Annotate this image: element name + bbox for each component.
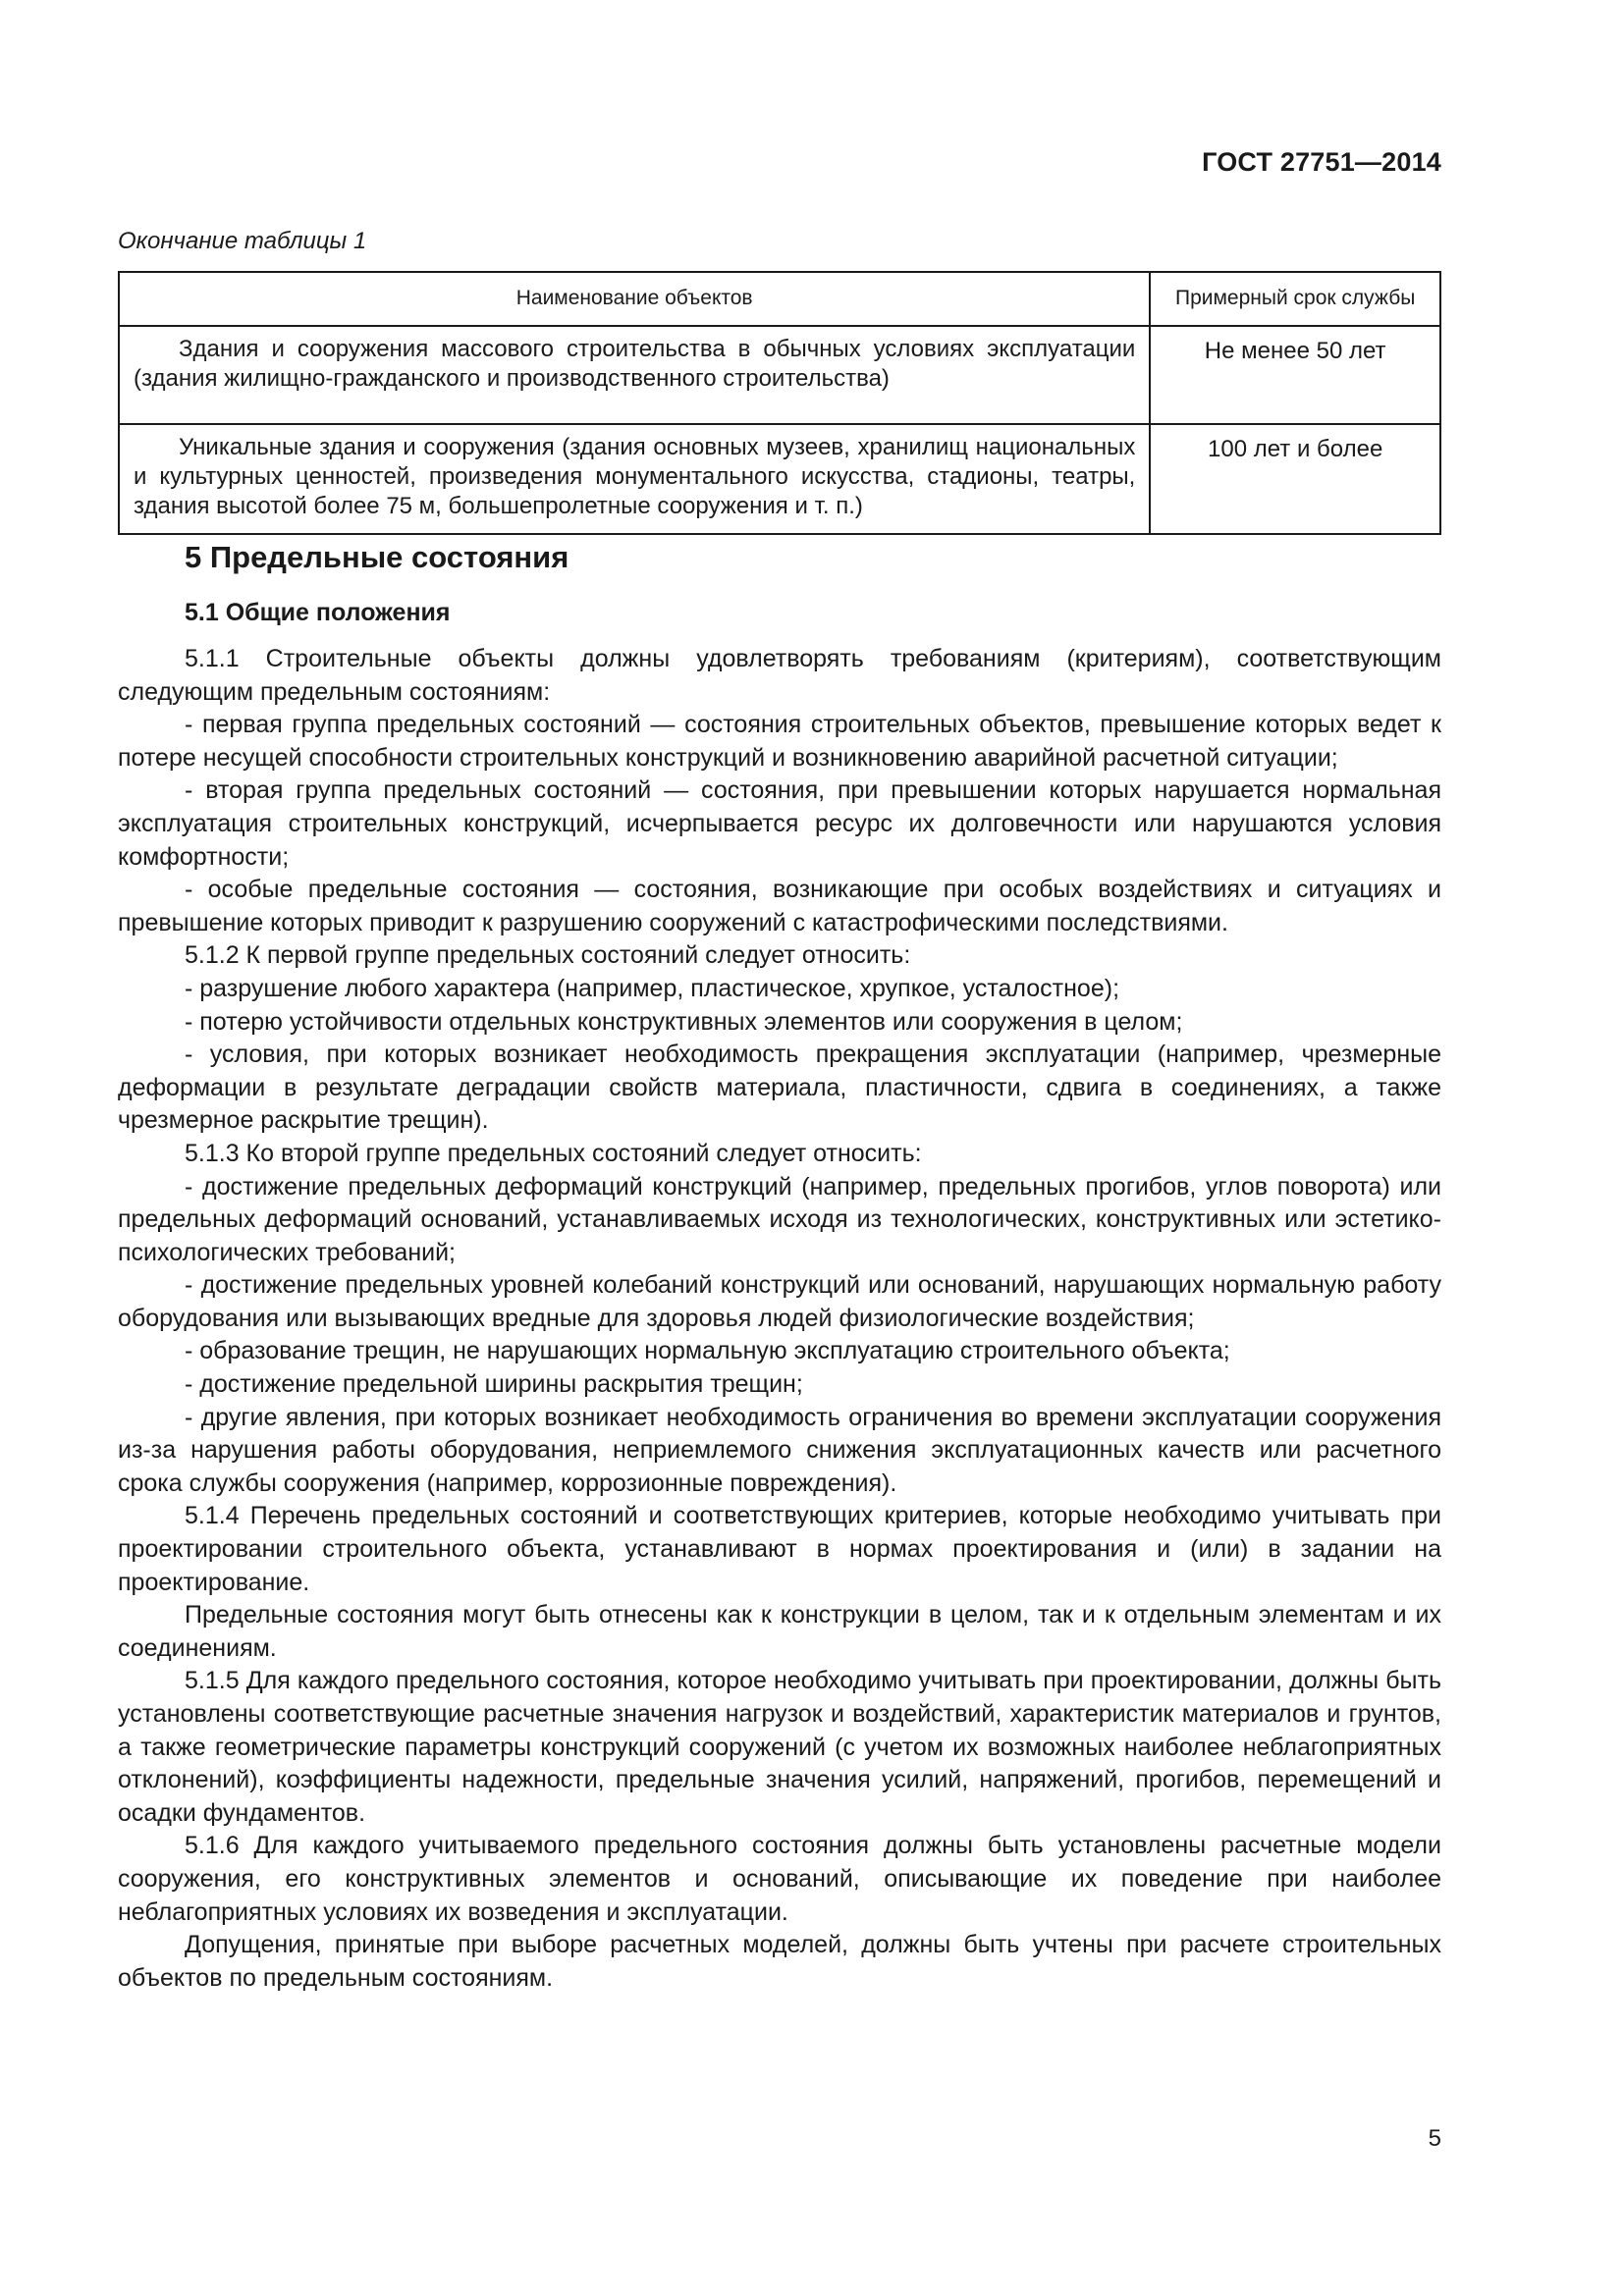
document-page <box>118 0 1441 2296</box>
list-item: - первая группа предельных состояний — состояния строительных объектов, превышение которых ведет к потере несущей способности строительных конструкций и возникновению аварийной расчетной ситуации; <box>118 711 1441 772</box>
list-item: - образование трещин, не нарушающих нормальную эксплуатацию строительного объекта; <box>185 1337 1230 1365</box>
table-cell-service-life: Не менее 50 лет <box>1150 326 1440 424</box>
document-body <box>118 538 1441 1995</box>
paragraph: Допущения, принятые при выборе расчетных моделей, должны быть учтены при расчете строительных объектов по предельным состояниям. <box>118 1931 1441 1992</box>
list-item: - разрушение любого характера (например, пластическое, хрупкое, усталостное); <box>185 974 1120 1002</box>
paragraph: 5.1.3 Ко второй группе предельных состояний следует относить: <box>185 1139 922 1167</box>
paragraph: 5.1.1 Строительные объекты должны удовлетворять требованиям (критериям), соответствующим следующим предельным состояниям: <box>118 645 1441 706</box>
list-item: - потерю устойчивости отдельных конструктивных элементов или сооружения в целом; <box>185 1007 1183 1036</box>
list-item: - достижение предельной ширины раскрытия трещин; <box>185 1370 803 1399</box>
page-number: 5 <box>1428 2125 1441 2152</box>
list-item: - другие явления, при которых возникает необходимость ограничения во времени эксплуатации сооружения из-за нарушения работы оборудования, неприемлемого снижения эксплуатационных качеств или расчетного срока службы сооружения (например, коррозионные повреждения). <box>118 1403 1441 1497</box>
section-heading: 5 Предельные состояния <box>185 540 569 574</box>
column-header-object-name: Наименование объектов <box>119 272 1150 326</box>
list-item: - особые предельные состояния — состояния, возникающие при особых воздействиях и ситуациях и превышение которых приводит к разрушению сооружений с катастрофическими последствиями. <box>118 876 1441 936</box>
list-item: - вторая группа предельных состояний — состояния, при превышении которых нарушается нормальная эксплуатация строительных конструкций, исчерпывается ресурс их долговечности или нарушаются условия комфортности; <box>118 776 1441 871</box>
column-header-service-life: Примерный срок службы <box>1150 272 1440 326</box>
document-id: ГОСТ 27751—2014 <box>1202 147 1441 177</box>
paragraph: Предельные состояния могут быть отнесены как к конструкции в целом, так и к отдельным элементам и их соединениям. <box>118 1601 1441 1662</box>
service-life-table <box>118 271 1441 535</box>
paragraph: 5.1.2 К первой группе предельных состояний следует относить: <box>185 941 911 970</box>
paragraph: 5.1.4 Перечень предельных состояний и соответствующих критериев, которые необходимо учитывать при проектировании строительного объекта, устанавливают в нормах проектирования и (или) в задании на проектирование. <box>118 1502 1441 1596</box>
list-item: - достижение предельных деформаций конструкций (например, предельных прогибов, углов поворота) или предельных деформаций оснований, устанавливаемых исходя из технологических, конструктивных или эстетико-психологических требований; <box>118 1172 1441 1266</box>
table-cell-service-life: 100 лет и более <box>1150 424 1440 534</box>
paragraph: 5.1.5 Для каждого предельного состояния, которое необходимо учитывать при проектировании, должны быть установлены соответствующие расчетные значения нагрузок и воздействий, характеристик материалов и грунтов, а также геометрические параметры конструкций сооружений (с учетом их возможных наиболее неблагоприятных отклонений), коэффициенты надежности, предельные значения усилий, напряжений, прогибов, перемещений и осадки фундаментов. <box>118 1667 1441 1827</box>
table-caption: Окончание таблицы 1 <box>118 228 367 254</box>
subsection-heading: 5.1 Общие положения <box>185 599 451 626</box>
table-header-row <box>119 272 1440 326</box>
table-row <box>119 424 1440 534</box>
paragraph: 5.1.6 Для каждого учитываемого предельного состояния должны быть установлены расчетные модели сооружения, его конструктивных элементов и оснований, описывающие их поведение при наиболее неблагоприятных условиях их возведения и эксплуатации. <box>118 1832 1441 1926</box>
table-row <box>119 326 1440 424</box>
table-cell-object-name: Здания и сооружения массового строительства в обычных условиях эксплуатации (здания жилищно-гражданского и производственного строительства) <box>119 326 1150 424</box>
list-item: - условия, при которых возникает необходимость прекращения эксплуатации (например, чрезмерные деформации в результате деградации свойств материала, пластичности, сдвига в соединениях, а также чрезмерное раскрытие трещин). <box>118 1041 1441 1135</box>
table-cell-object-name: Уникальные здания и сооружения (здания основных музеев, хранилищ национальных и культурных ценностей, произведения монументального искусства, стадионы, театры, здания высотой более 75 м, большепролетные сооружения и т. п.) <box>119 424 1150 534</box>
list-item: - достижение предельных уровней колебаний конструкций или оснований, нарушающих нормальную работу оборудования или вызывающих вредные для здоровья людей физиологические воздействия; <box>118 1271 1441 1332</box>
